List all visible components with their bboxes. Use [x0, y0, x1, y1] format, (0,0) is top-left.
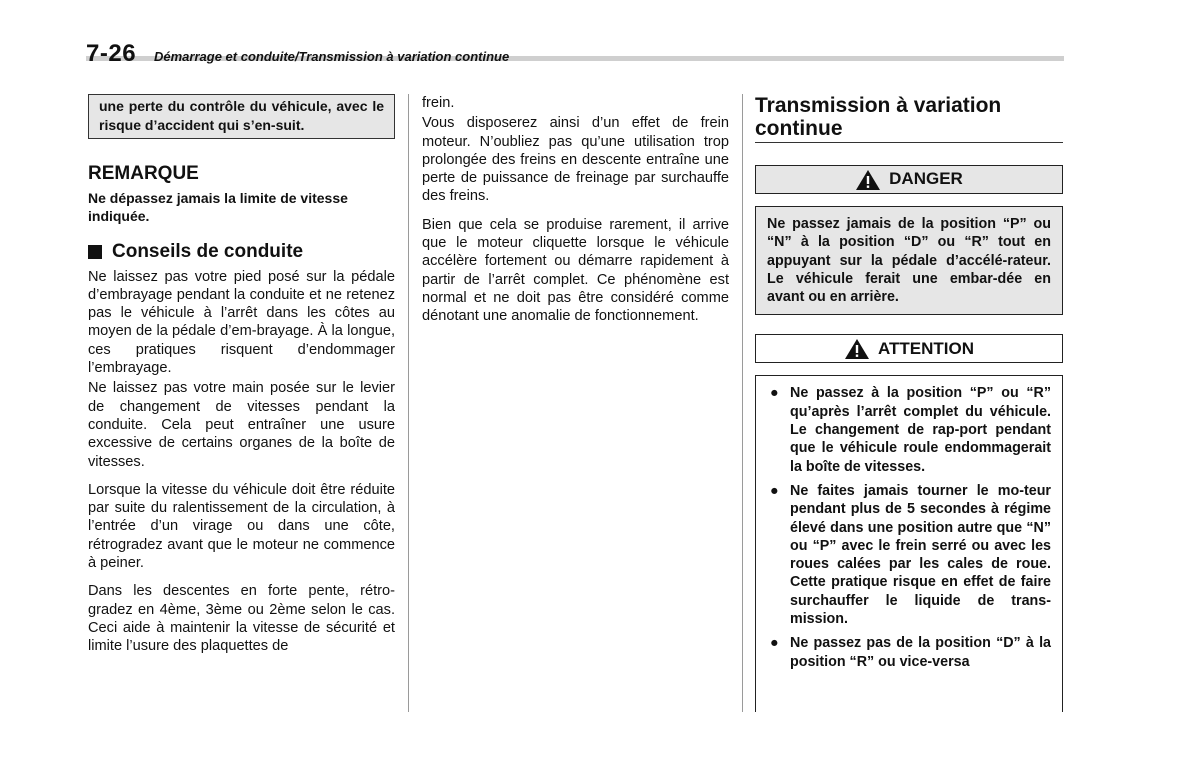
warning-triangle-icon — [855, 169, 881, 191]
attention-body — [755, 375, 1063, 712]
list-item-text: Ne passez pas de la position “D” à la position “R” ou vice-versa — [790, 635, 1051, 670]
black-square-icon — [88, 245, 102, 259]
page-header — [86, 40, 1064, 70]
danger-section — [755, 165, 1063, 315]
column-3 — [755, 94, 1063, 712]
paragraph: Lorsque la vitesse du véhicule doit être réduite par suite du ralentissement de la circulation, à l’entrée d’un virage ou dans une côte, rétrogradez avant que le moteur ne commence à peiner. — [88, 481, 395, 572]
attention-label: ATTENTION — [877, 338, 974, 358]
conseils-heading-label: Conseils de conduite — [112, 241, 304, 263]
paragraph: Ne laissez pas votre main posée sur le levier de changement de vitesses pendant la conduite. Cela peut entraîner une usure excessive de certains organes de la boîte de vitesses. — [88, 380, 395, 470]
attention-list — [768, 384, 1051, 670]
attention-label-box — [755, 334, 1063, 363]
list-item-text: Ne passez à la position “P” ou “R” qu’après l’arrêt complet du véhicule. Le changement de rap-port pendant que le véhicule roule endommagerait la boîte de vitesses. — [790, 385, 1051, 475]
list-item — [768, 384, 1051, 475]
paragraph: Vous disposerez ainsi d’un effet de frein moteur. N’oubliez pas qu’une utilisation trop prolongée des freins en descente entraîne une perte de puissance de freinage par surchauffe des freins. — [422, 115, 729, 205]
danger-label: DANGER — [889, 169, 963, 189]
column-divider-2 — [742, 94, 743, 712]
column-2 — [422, 94, 729, 336]
remarque-heading: REMARQUE — [88, 163, 199, 184]
paragraph: Ne laissez pas votre pied posé sur la pédale d’embrayage pendant la conduite et ne retenez pas le véhicule à l’arrêt dans les côtes au moyen de la pédale d’em-brayage. À la longue, ces pratiques risquent d’endommager l’embrayage. — [88, 268, 395, 377]
column-1 — [88, 94, 395, 666]
remarque-text: Ne dépassez jamais la limite de vitesse indiquée. — [88, 190, 348, 225]
paragraph: frein. — [422, 95, 455, 111]
paragraph: Dans les descentes en forte pente, rétro-gradez en 4ème, 3ème ou 2ème selon le cas. Ceci aide à maintenir la vitesse de sécurité et limite l’usure des plaquettes de — [88, 583, 395, 655]
list-item — [768, 634, 1051, 671]
list-item — [768, 482, 1051, 628]
column-divider-1 — [408, 94, 409, 712]
attention-section — [755, 334, 1063, 712]
bullet-icon: ● — [770, 385, 779, 402]
danger-label-box — [755, 165, 1063, 194]
danger-text: Ne passez jamais de la position “P” ou “N” à la position “D” ou “R” tout en appuyant sur la pédale d’accélé-rateur. Le véhicule ferait une embar-dée en avant ou en arrière. — [755, 206, 1063, 315]
continued-warning-box: une perte du contrôle du véhicule, avec le risque d’accident qui s’en-suit. — [88, 94, 395, 139]
bullet-icon: ● — [770, 635, 779, 652]
list-item-text: Ne faites jamais tourner le mo-teur pendant plus de 5 secondes à régime élevé dans une position autre que “N” ou “P” avec le frein serré ou avec les roues calées par les cales de roue. Cette pratique risque en effet de faire surchauffer le liquide de trans-mission. — [790, 482, 1051, 628]
warning-triangle-icon — [844, 338, 870, 360]
conseils-heading — [88, 243, 395, 261]
section-title: Démarrage et conduite/Transmission à variation continue — [154, 49, 510, 64]
transmission-heading: Transmission à variation continue — [755, 94, 1063, 143]
page-number: 7-26 — [86, 40, 137, 67]
bullet-icon: ● — [770, 482, 779, 499]
paragraph: Bien que cela se produise rarement, il arrive que le moteur cliquette lorsque le véhicule accélère fortement ou démarre rapidement à partir de l’arrêt complet. Ce phénomène est normal et ne doit pas être considéré comme dénotant une anomalie de fonctionnement. — [422, 216, 729, 325]
